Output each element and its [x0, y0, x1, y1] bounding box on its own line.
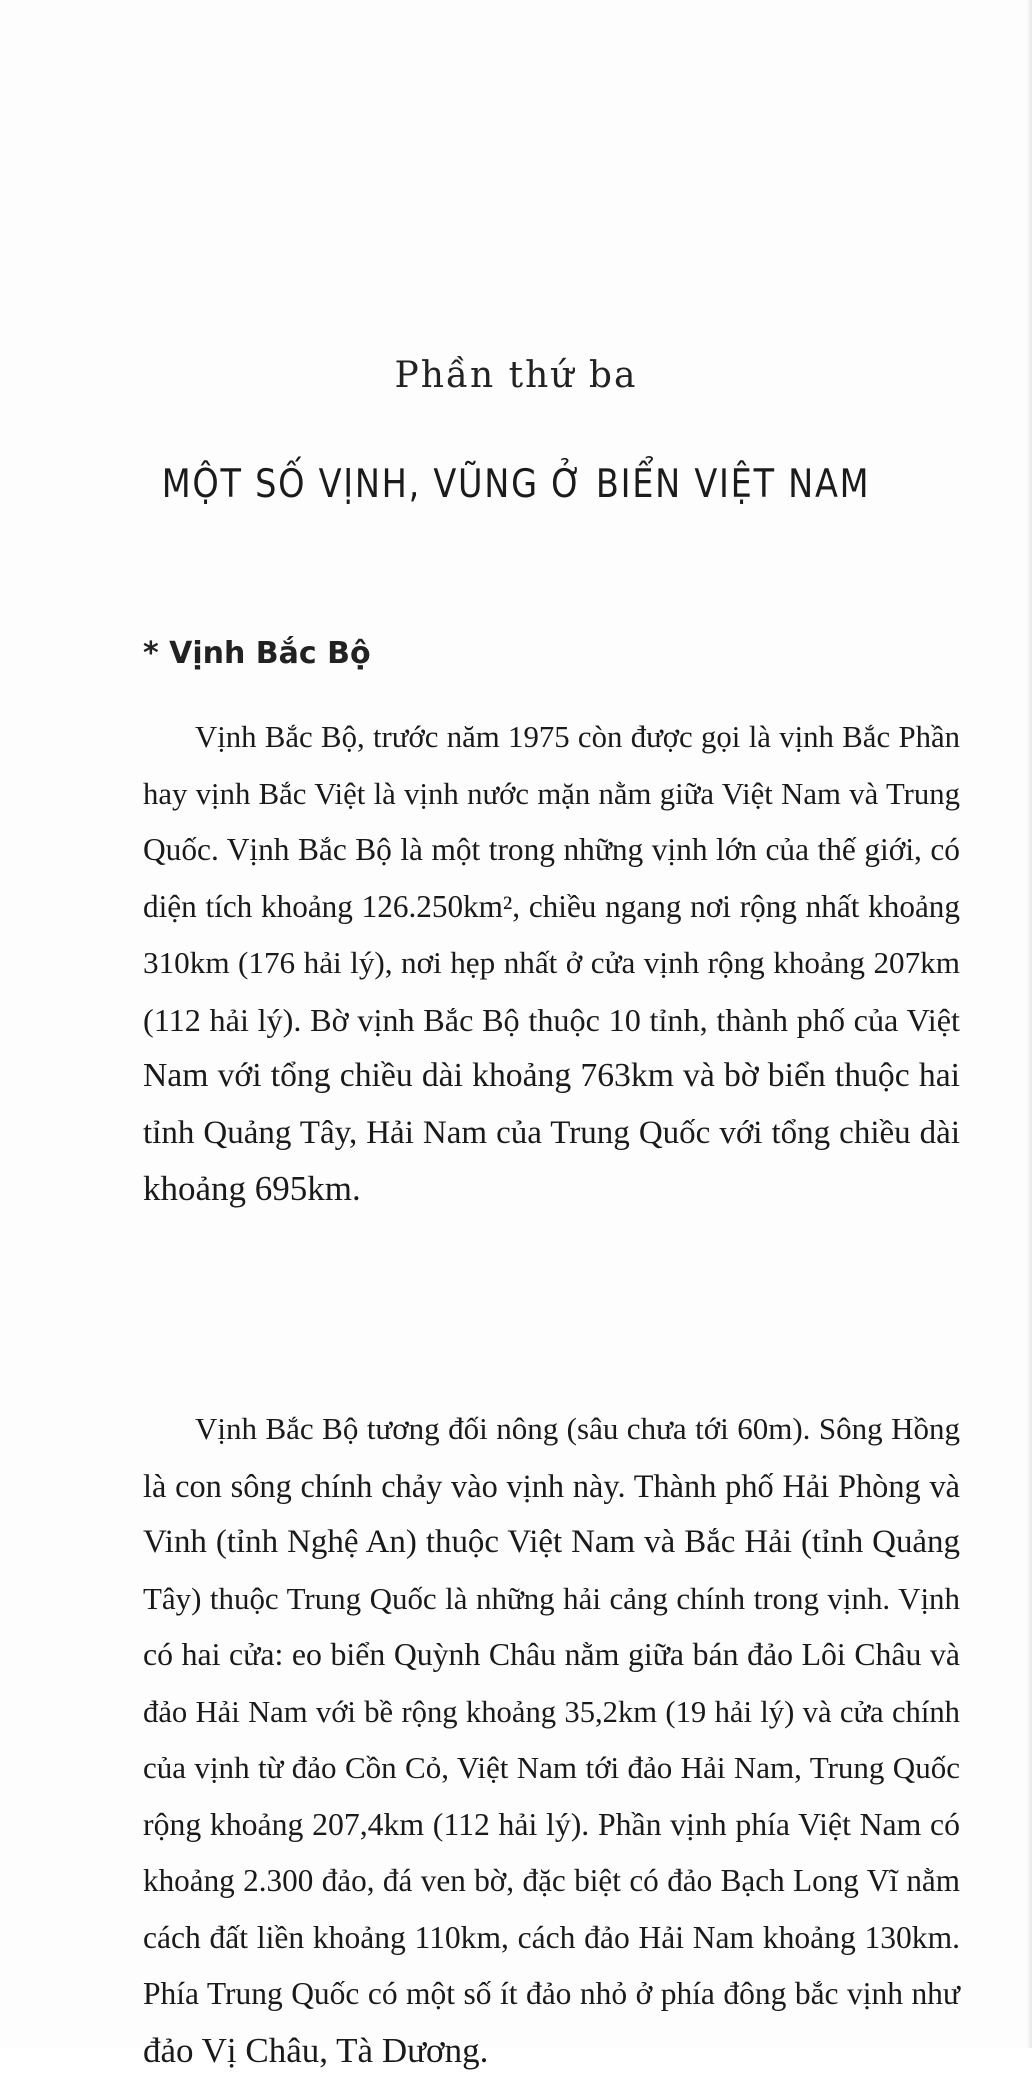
text-line: của vịnh từ đảo Cồn Cỏ, Việt Nam tới đảo Hải Nam, Trung Quốc — [143, 1740, 960, 1797]
text-line: diện tích khoảng 126.250km², chiều ngang nơi rộng nhất khoảng — [143, 879, 960, 936]
text-line: Vịnh Bắc Bộ tương đối nông (sâu chưa tới 60m). Sông Hồng — [143, 1401, 960, 1458]
text-line: Nam với tổng chiều dài khoảng 763km và bờ biển thuộc hai — [143, 1048, 960, 1105]
text-line: 310km (176 hải lý), nơi hẹp nhất ở cửa vịnh rộng khoảng 207km — [143, 935, 960, 992]
text-line: đảo Vị Châu, Tà Dương. — [143, 2023, 960, 2079]
page-edge-shadow — [1026, 0, 1032, 2048]
text-line: Phía Trung Quốc có một số ít đảo nhỏ ở phía đông bắc vịnh như — [143, 1966, 960, 2023]
text-line: hay vịnh Bắc Việt là vịnh nước mặn nằm giữa Việt Nam và Trung — [143, 766, 960, 823]
text-line: Tây) thuộc Trung Quốc là những hải cảng chính trong vịnh. Vịnh — [143, 1571, 960, 1628]
text-line: Vịnh Bắc Bộ, trước năm 1975 còn được gọi là vịnh Bắc Phần — [143, 709, 960, 766]
text-line: Vinh (tỉnh Nghệ An) thuộc Việt Nam và Bắc Hải (tỉnh Quảng — [143, 1514, 960, 1571]
text-line: rộng khoảng 207,4km (112 hải lý). Phần vịnh phía Việt Nam có — [143, 1797, 960, 1854]
text-line: khoảng 695km. — [143, 1161, 960, 1218]
text-line: (112 hải lý). Bờ vịnh Bắc Bộ thuộc 10 tỉnh, thành phố của Việt — [143, 992, 960, 1049]
part-title: MỘT SỐ VỊNH, VŨNG Ở BIỂN VIỆT NAM — [72, 462, 960, 507]
part-label: Phần thứ ba — [0, 355, 1032, 396]
text-line: Quốc. Vịnh Bắc Bộ là một trong những vịnh lớn của thế giới, có — [143, 822, 960, 879]
text-line: có hai cửa: eo biển Quỳnh Châu nằm giữa bán đảo Lôi Châu và — [143, 1627, 960, 1684]
text-line: đảo Hải Nam với bề rộng khoảng 35,2km (19 hải lý) và cửa chính — [143, 1684, 960, 1741]
paragraph-1 — [143, 709, 960, 1218]
section-heading: * Vịnh Bắc Bộ — [143, 636, 371, 671]
paragraph-2 — [143, 1401, 960, 2079]
text-line: là con sông chính chảy vào vịnh này. Thành phố Hải Phòng và — [143, 1458, 960, 1515]
text-line: cách đất liền khoảng 110km, cách đảo Hải Nam khoảng 130km. — [143, 1910, 960, 1967]
text-line: tỉnh Quảng Tây, Hải Nam của Trung Quốc với tổng chiều dài — [143, 1105, 960, 1162]
text-line: khoảng 2.300 đảo, đá ven bờ, đặc biệt có đảo Bạch Long Vĩ nằm — [143, 1853, 960, 1910]
